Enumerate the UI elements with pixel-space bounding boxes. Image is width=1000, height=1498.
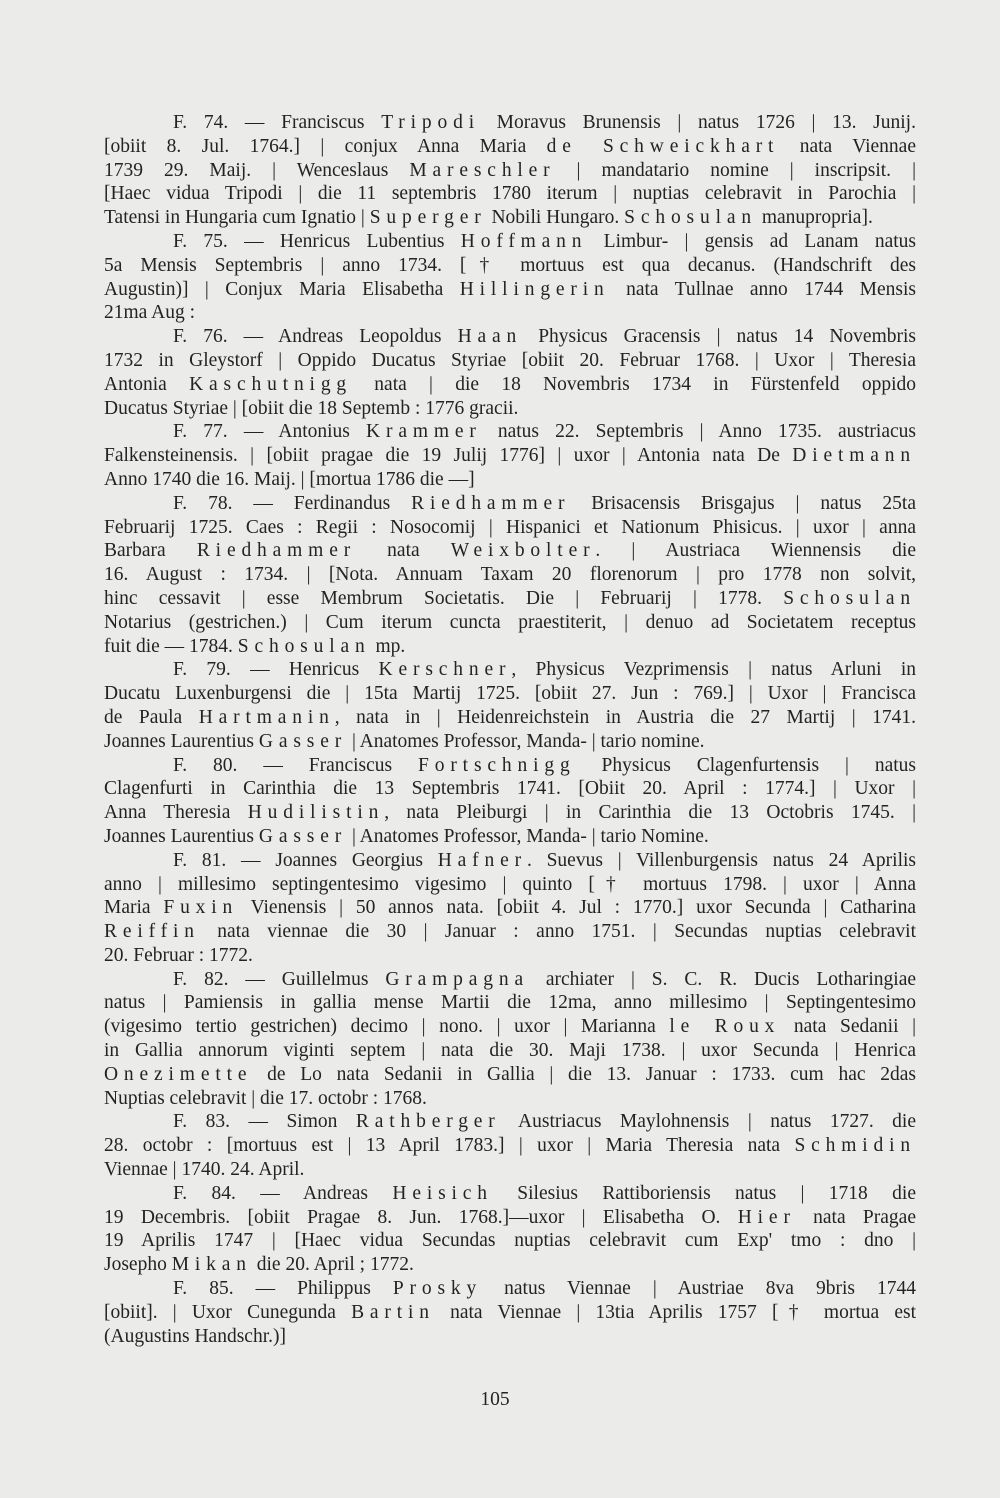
text-segment: Joannes Laurentius [104, 730, 259, 752]
text-line [104, 1325, 916, 1349]
text-line [104, 1134, 916, 1158]
spaced-name: Fuxin [163, 897, 239, 919]
text-line [104, 444, 916, 468]
spaced-name: Hartmanin [198, 706, 335, 728]
text-segment: Physicus Clagenfurtensis | natus [575, 754, 916, 776]
text-line [104, 896, 916, 920]
text-segment: Vienensis | 50 annos nata. [obiit 4. Jul : 1770.] uxor Secunda | Catharina [238, 897, 916, 919]
text-segment: Anna Theresia [104, 802, 248, 824]
text-segment: Notarius (gestrichen.) | Cum iterum cuncta praestiterit, | denuo ad Societatem receptus [104, 611, 916, 633]
register-entry [104, 658, 916, 753]
text-line [104, 873, 916, 897]
text-segment: de Lo nata Sedanii in Gallia | die 13. Januar : 1733. cum hac 2das [252, 1063, 916, 1085]
text-line [104, 254, 916, 278]
text-segment: F. 75. — Henricus Lubentius [173, 230, 461, 252]
text-segment: nata viennae die 30 | Januar : anno 1751. | Secundas nuptias celebravit [199, 921, 916, 943]
text-line [104, 825, 916, 849]
text-segment: | mandatario nomine | inscripsit. | [555, 159, 916, 181]
register-entry [104, 849, 916, 968]
text-line [104, 635, 916, 659]
text-line [104, 1015, 916, 1039]
spaced-name: Reiffin [104, 921, 200, 943]
text-segment: Falkensteinensis. | [obiit pragae die 19 Julij 1776] | uxor | Antonia nata De [104, 445, 793, 467]
text-segment: Maria [104, 897, 164, 919]
spaced-name: Hafner [437, 849, 527, 871]
text-segment: F. 80. — Franciscus [173, 754, 419, 776]
text-segment: F. 84. — Andreas [173, 1182, 393, 1204]
text-line [104, 135, 916, 159]
spaced-name: Schosulan [624, 207, 757, 229]
text-line [104, 206, 916, 230]
text-line [104, 373, 916, 397]
text-line [104, 563, 916, 587]
text-segment: F. 79. — Henricus [173, 659, 379, 681]
spaced-name: Grampagna [385, 968, 529, 990]
spaced-name: Riedhammer [411, 492, 571, 514]
text-segment: manupropria]. [756, 207, 873, 229]
text-segment: die 20. April ; 1772. [251, 1254, 414, 1276]
text-segment: , Physicus Vezprimensis | natus Arluni in [511, 659, 916, 681]
text-segment: Limbur- | gensis ad Lanam natus [587, 230, 916, 252]
spaced-name: le Roux [669, 1016, 781, 1038]
text-line [104, 1110, 916, 1134]
text-line [104, 349, 916, 373]
text-segment: natus 22. Septembris | Anno 1735. austriacus [481, 421, 916, 443]
text-segment: 16. August : 1734. | [Nota. Annuam Taxam 20 florenorum | pro 1778 non solvit, [104, 564, 916, 586]
text-segment: fuit die — 1784. [104, 635, 238, 657]
spaced-name: Mikan [171, 1254, 252, 1276]
register-entry [104, 420, 916, 491]
text-segment: Antonia [104, 373, 190, 395]
text-line [104, 587, 916, 611]
spaced-name: Hudilistin [247, 802, 385, 824]
text-segment: natus | Pamiensis in gallia mense Martii die 12ma, anno millesimo | Septingentesimo [104, 992, 916, 1014]
text-line [104, 325, 916, 349]
text-segment: [obiit 8. Jul. 1764.] | conjux Anna Maria [104, 135, 547, 157]
text-segment: F. 77. — Antonius [173, 421, 367, 443]
text-segment: Physicus Gracensis | natus 14 Novembris [522, 326, 916, 348]
text-line [104, 1229, 916, 1253]
text-segment: Nobili Hungaro. [486, 207, 625, 229]
text-segment: F. 74. — Franciscus [173, 112, 382, 133]
spaced-name: Weixbolter [450, 540, 596, 562]
spaced-name: Schosulan [237, 635, 371, 657]
text-segment: Joannes Laurentius [104, 825, 259, 847]
spaced-name: de Schweickhart [546, 135, 780, 157]
text-segment: [obiit]. | Uxor Cunegunda [104, 1301, 352, 1323]
register-entry [104, 111, 916, 230]
spaced-name: Dietmann [792, 445, 916, 467]
text-segment: (Augustins Handschr.)] [104, 1325, 286, 1347]
spaced-name: Kaschutnigg [189, 373, 353, 395]
text-segment: F. 76. — Andreas Leopoldus [173, 326, 458, 348]
text-line [104, 730, 916, 754]
text-segment: archiater | S. C. R. Ducis Lotharingiae [528, 968, 917, 990]
page-number: 105 [480, 1389, 510, 1410]
text-segment: Brisacensis Brisgajus | natus 25ta [570, 492, 916, 514]
spaced-name: Krammer [366, 421, 482, 443]
text-segment: Augustin)] | Conjux Maria Elisabetha [104, 278, 460, 300]
spaced-name: Prosky [392, 1278, 483, 1300]
text-segment: , nata Pleiburgi | in Carinthia die 13 Octobris 1745. | [384, 802, 917, 824]
spaced-name: Hoffmann [460, 230, 588, 252]
text-segment: hinc cessavit | esse Membrum Societatis. Die | Februarij | 1778. [104, 587, 784, 609]
spaced-name: Tripodi [381, 112, 480, 133]
spaced-name: Heisich [392, 1182, 493, 1204]
register-entry [104, 325, 916, 420]
text-line [104, 1158, 916, 1182]
spaced-name: Schmidin [794, 1135, 916, 1157]
text-line [104, 397, 916, 421]
text-line [104, 278, 916, 302]
text-line [104, 468, 916, 492]
register-entry [104, 754, 916, 849]
text-segment: Viennae | 1740. 24. April. [104, 1159, 305, 1181]
text-line [104, 111, 916, 135]
text-line [104, 1182, 916, 1206]
spaced-name: Riedhammer [196, 540, 357, 562]
text-segment: nata [356, 540, 451, 562]
text-line [104, 1253, 916, 1277]
text-segment: , nata in | Heidenreichstein in Austria die 27 Martij | 1741. [334, 706, 917, 728]
register-entry [104, 968, 916, 1111]
text-segment: | Anatomes Professor, Manda- | tario Nomine. [347, 825, 709, 847]
text-line [104, 420, 916, 444]
text-line [104, 777, 916, 801]
text-segment: 19 Aprilis 1747 | [Haec vidua Secundas nuptias celebravit cum Exp' tmo : dno | [104, 1230, 916, 1252]
text-line [104, 516, 916, 540]
text-line [104, 682, 916, 706]
text-segment: Moravus Brunensis | natus 1726 | 13. Junij. [479, 112, 916, 133]
text-segment: | Anatomes Professor, Manda- | tario nomine. [347, 730, 705, 752]
text-segment: . Suevus | Villenburgensis natus 24 Aprilis [526, 849, 917, 871]
text-segment: 19 Decembris. [obiit Pragae 8. Jun. 1768.]—uxor | Elisabetha O. [104, 1206, 738, 1228]
register-entry [104, 492, 916, 659]
text-segment: Ducatu Luxenburgensi die | 15ta Martij 1725. [obiit 27. Jun : 769.] | Uxor | Francisca [104, 683, 916, 705]
text-segment: 5a Mensis Septembris | anno 1734. [† mortuus est qua decanus. (Handschrift des [104, 254, 916, 276]
text-segment: Tatensi in Hungaria cum Ignatio | [104, 207, 370, 229]
text-segment: Februarij 1725. Caes : Regii : Nosocomij | Hispanici et Nationum Phisicus. | uxor | anna [104, 516, 916, 538]
text-line [104, 968, 916, 992]
text-segment: nata Tullnae anno 1744 Mensis [609, 278, 916, 300]
text-segment: nata Pragae [795, 1206, 916, 1228]
text-segment: natus Viennae | Austriae 8va 9bris 1744 [482, 1278, 916, 1300]
text-segment: nata Sedanii | [780, 1016, 917, 1038]
spaced-name: Gasser [258, 730, 348, 752]
text-segment: nata | die 18 Novembris 1734 in Fürstenfeld oppido [352, 373, 917, 395]
spaced-name: Rathberger [355, 1111, 501, 1133]
text-segment: in Gallia annorum viginti septem | nata die 30. Maji 1738. | uxor Secunda | Henrica [104, 1040, 916, 1062]
text-line [104, 1206, 916, 1230]
text-segment: Nuptias celebravit | die 17. octobr : 1768. [104, 1087, 427, 1109]
text-segment: Anno 1740 die 16. Maij. | [mortua 1786 die —] [104, 468, 475, 490]
text-line [104, 492, 916, 516]
text-segment: 20. Februar : 1772. [104, 944, 253, 966]
text-segment: de Paula [104, 706, 199, 728]
text-line [104, 230, 916, 254]
text-line [104, 754, 916, 778]
text-line [104, 1301, 916, 1325]
text-segment: nata Viennae [779, 135, 916, 157]
text-segment: [Haec vidua Tripodi | die 11 septembris 1780 iterum | nuptias celebravit in Parochia | [104, 183, 916, 205]
text-line [104, 991, 916, 1015]
text-line [104, 159, 916, 183]
text-line [104, 658, 916, 682]
text-line [104, 539, 916, 563]
text-segment: mp. [370, 635, 406, 657]
text-line [104, 1039, 916, 1063]
text-line [104, 611, 916, 635]
text-line [104, 1087, 916, 1111]
text-segment: Josepho [104, 1254, 172, 1276]
text-segment: F. 78. — Ferdinandus [173, 492, 412, 514]
spaced-name: Fortschnigg [418, 754, 576, 776]
text-segment: 1732 in Gleystorf | Oppido Ducatus Styriae [obiit 20. Februar 1768. | Uxor | Theresia [104, 349, 916, 371]
register-entry [104, 1182, 916, 1277]
text-line [104, 920, 916, 944]
spaced-name: Kerschner [378, 659, 512, 681]
text-segment: 28. octobr : [mortuus est | 13 April 1783.] | uxor | Maria Theresia nata [104, 1135, 795, 1157]
spaced-name: Superger [369, 207, 487, 229]
text-segment: F. 82. — Guillelmus [173, 968, 386, 990]
text-line [104, 182, 916, 206]
text-segment: anno | millesimo septingentesimo vigesimo | quinto [† mortuus 1798. | uxor | Anna [104, 873, 916, 895]
spaced-name: Haan [457, 326, 523, 348]
text-line [104, 1063, 916, 1087]
text-line [104, 1277, 916, 1301]
spaced-name: Hier [737, 1206, 796, 1228]
text-segment: F. 85. — Philippus [173, 1278, 393, 1300]
spaced-name: Bartin [351, 1301, 435, 1323]
text-segment: nata Viennae | 13tia Aprilis 1757 [† mortua est [434, 1301, 916, 1323]
text-segment: Austriacus Maylohnensis | natus 1727. die [500, 1111, 917, 1133]
text-line [104, 301, 916, 325]
page-text [104, 111, 916, 1348]
text-segment: F. 83. — Simon [173, 1111, 356, 1133]
text-line [104, 706, 916, 730]
spaced-name: Gasser [258, 825, 348, 847]
text-segment: (vigesimo tertio gestrichen) decimo | nono. | uxor | Marianna [104, 1016, 670, 1038]
text-segment: 21ma Aug : [104, 302, 195, 324]
spaced-name: Mareschler [409, 159, 556, 181]
spaced-name: Onezimette [104, 1063, 253, 1085]
text-line [104, 944, 916, 968]
text-segment: Silesius Rattiboriensis natus | 1718 die [492, 1182, 916, 1204]
text-segment: Barbara [104, 540, 197, 562]
text-segment: 1739 29. Maij. | Wenceslaus [104, 159, 410, 181]
spaced-name: Hillingerin [459, 278, 610, 300]
text-segment: Clagenfurti in Carinthia die 13 Septembris 1741. [Obiit 20. April : 1774.] | Uxor | [104, 778, 916, 800]
spaced-name: Schosulan [783, 587, 916, 609]
text-segment: F. 81. — Joannes Georgius [173, 849, 438, 871]
text-line [104, 849, 916, 873]
text-segment: . | Austriaca Wiennensis die [595, 540, 916, 562]
text-line [104, 801, 916, 825]
register-entry [104, 1110, 916, 1181]
text-segment: Ducatus Styriae | [obiit die 18 Septemb : 1776 gracii. [104, 397, 519, 419]
register-entry [104, 1277, 916, 1348]
register-entry [104, 230, 916, 325]
